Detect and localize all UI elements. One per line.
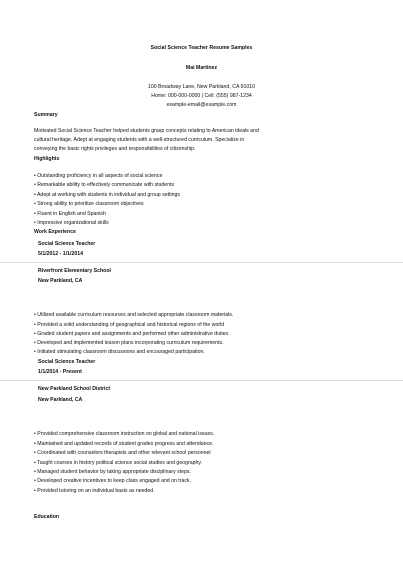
job-title: Social Science Teacher <box>38 241 96 247</box>
job-bullet: • Maintained and updated records of student grades progress and attendance. <box>34 441 214 447</box>
contact-email: example-email@example.com <box>166 102 237 108</box>
highlight-item: • Adept at working with students in individual and group settings <box>34 192 181 198</box>
section-divider <box>0 380 403 381</box>
job-bullet: • Graded student papers and assignments and performed other administrative duties. <box>34 331 230 337</box>
job-bullet: • Managed student behavior by taking appropriate disciplinary steps. <box>34 469 191 475</box>
contact-address: 100 Broadway Lane, New Parkland, CA 91010 <box>148 84 255 90</box>
job-title: Social Science Teacher <box>38 359 96 365</box>
job-location: New Parkland, CA <box>38 397 83 403</box>
highlight-item: • Outstanding proficiency in all aspects of social science <box>34 173 163 179</box>
highlights-heading: Highlights <box>34 156 60 162</box>
job-location: New Parkland, CA <box>38 278 83 284</box>
job-dates: 1/1/2014 - Present <box>38 369 82 375</box>
job-bullet: • Provided tutoring on an individual basis as needed. <box>34 488 155 494</box>
job-bullet: • Provided comprehensive classroom instruction on global and national issues. <box>34 431 215 437</box>
job-bullet: • Coordinated with counselors therapists and other relevant school personnel <box>34 450 211 456</box>
highlight-item: • Strong ability to prioritize classroom objectives <box>34 201 144 207</box>
section-divider <box>0 262 403 263</box>
summary-line: Motivated Social Science Teacher helped students grasp concepts relating to American ideals and <box>34 128 259 134</box>
job-employer: Riverfront Elementary School <box>38 268 111 274</box>
summary-line: cultural heritage. Adept at engaging students with a well-structured curriculum. Specialize in <box>34 137 245 143</box>
job-bullet: • Utilized available curriculum resources and selected appropriate classroom materials. <box>34 312 234 318</box>
job-bullet: • Provided a solid understanding of geographical and historical regions of the world <box>34 322 225 328</box>
job-dates: 5/1/2012 - 1/1/2014 <box>38 251 83 257</box>
education-heading: Education <box>34 514 60 520</box>
highlight-item: • Remarkable ability to effectively communicate with students <box>34 182 175 188</box>
highlight-item: • Impressive organizational skills <box>34 220 109 226</box>
summary-heading: Summary <box>34 112 58 118</box>
job-employer: New Parkland School District <box>38 386 111 392</box>
work-experience-heading: Work Experience <box>34 229 76 235</box>
candidate-name: Mai Martinez <box>185 65 218 71</box>
contact-phones: Home: 000-000-0000 | Cell: (555) 987-1234 <box>151 93 252 99</box>
job-bullet: • Taught courses in history political science social studies and geography. <box>34 460 203 466</box>
highlight-item: • Fluent in English and Spanish <box>34 211 106 217</box>
job-bullet: • Initiated stimulating classroom discussions and encouraged participation. <box>34 349 205 355</box>
summary-line: conveying the basic rights privileges and responsibilities of citizenship. <box>34 146 196 152</box>
job-bullet: • Developed and implemented lesson plans incorporating curriculum requirements. <box>34 340 224 346</box>
document-title: Social Science Teacher Resume Samples <box>150 45 253 51</box>
job-bullet: • Developed creative incentives to keep class engaged and on track. <box>34 478 191 484</box>
